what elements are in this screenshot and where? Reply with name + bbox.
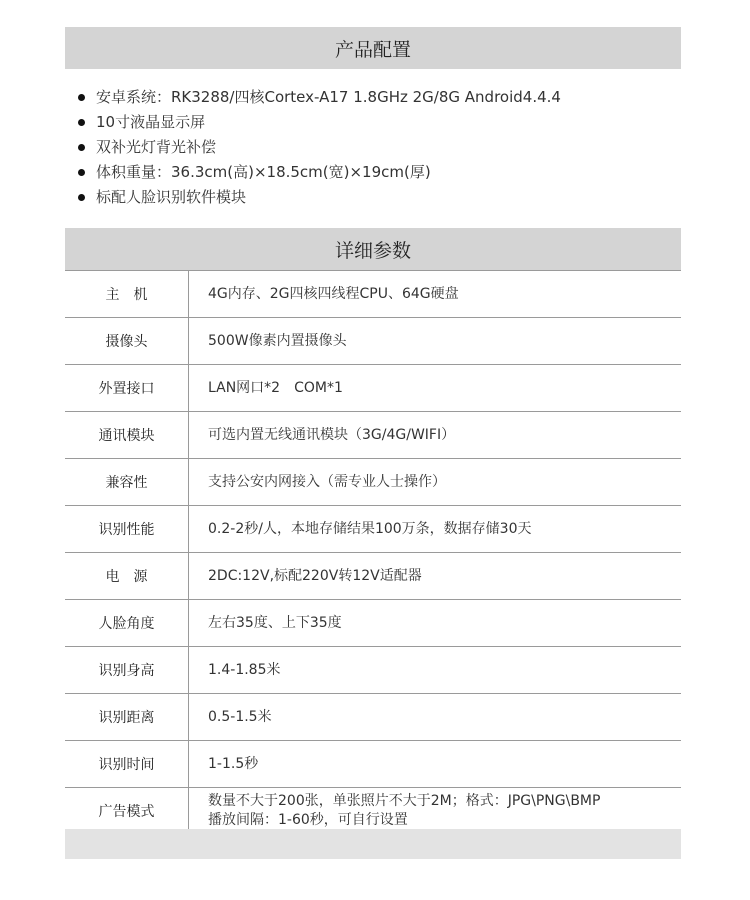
- list-item: [78, 185, 561, 210]
- spec-value-text: 0.2-2秒/人，本地存储结果100万条，数据存储30天: [208, 520, 532, 537]
- spec-key: 摄像头: [65, 318, 189, 364]
- detail-section-header: [65, 228, 681, 270]
- table-row: [65, 459, 681, 506]
- spec-value-text: 2DC:12V,标配220V转12V适配器: [208, 567, 422, 584]
- spec-key: 识别身高: [65, 647, 189, 693]
- spec-value: [189, 318, 681, 364]
- bullet-icon: [78, 119, 85, 126]
- spec-value: [189, 647, 681, 693]
- table-row: [65, 741, 681, 788]
- spec-value-text: 可选内置无线通讯模块（3G/4G/WIFI）: [208, 426, 456, 443]
- spec-value: [189, 271, 681, 317]
- spec-key: 广告模式: [65, 788, 189, 834]
- list-item: [78, 135, 561, 160]
- table-row: [65, 553, 681, 600]
- table-row: [65, 600, 681, 647]
- bullet-icon: [78, 169, 85, 176]
- spec-key: 电 源: [65, 553, 189, 599]
- config-section-header: [65, 27, 681, 69]
- spec-value: [189, 412, 681, 458]
- spec-value-text: 1-1.5秒: [208, 755, 259, 772]
- spec-value-text-line2: 播放间隔：1-60秒，可自行设置: [208, 812, 408, 828]
- spec-value: [189, 788, 681, 834]
- spec-value-text: 0.5-1.5米: [208, 708, 272, 725]
- feature-text: 安卓系统：RK3288/四核Cortex-A17 1.8GHz 2G/8G Android4.4.4: [96, 88, 561, 106]
- list-item: [78, 85, 561, 110]
- spec-value: [189, 741, 681, 787]
- table-row: [65, 318, 681, 365]
- spec-value-text: 数量不大于200张，单张照片不大于2M；格式：JPG\PNG\BMP: [208, 793, 601, 809]
- feature-text: 标配人脸识别软件模块: [96, 188, 247, 206]
- table-row: [65, 647, 681, 694]
- config-section-title: 产品配置: [334, 38, 411, 61]
- spec-key: 识别性能: [65, 506, 189, 552]
- bullet-icon: [78, 194, 85, 201]
- spec-value-text: LAN网口*2 COM*1: [208, 379, 343, 396]
- spec-value: [189, 506, 681, 552]
- spec-value-text: 1.4-1.85米: [208, 661, 281, 678]
- spec-value-text: 支持公安内网接入（需专业人士操作）: [208, 473, 446, 490]
- spec-value-text: 左右35度、上下35度: [208, 614, 342, 631]
- spec-key: 识别距离: [65, 694, 189, 740]
- spec-value: [189, 365, 681, 411]
- bullet-icon: [78, 94, 85, 101]
- detail-section-title: 详细参数: [334, 239, 411, 262]
- spec-key: 主 机: [65, 271, 189, 317]
- feature-text: 双补光灯背光补偿: [96, 138, 217, 156]
- spec-key: 人脸角度: [65, 600, 189, 646]
- list-item: [78, 160, 561, 185]
- list-item: [78, 110, 561, 135]
- spec-value-text: 500W像素内置摄像头: [208, 332, 347, 349]
- spec-value: [189, 694, 681, 740]
- feature-text: 体积重量：36.3cm(高)×18.5cm(宽)×19cm(厚): [96, 163, 431, 181]
- spec-table: [65, 270, 681, 835]
- spec-value-text: 4G内存、2G四核四线程CPU、64G硬盘: [208, 285, 459, 302]
- table-row: [65, 506, 681, 553]
- spec-value: [189, 459, 681, 505]
- spec-key: 通讯模块: [65, 412, 189, 458]
- spec-key: 识别时间: [65, 741, 189, 787]
- bullet-icon: [78, 144, 85, 151]
- table-row: [65, 271, 681, 318]
- feature-list: [78, 85, 561, 210]
- feature-text: 10寸液晶显示屏: [96, 113, 206, 131]
- table-row: [65, 694, 681, 741]
- table-row: [65, 788, 681, 835]
- spec-key: 兼容性: [65, 459, 189, 505]
- footer-band: [65, 829, 681, 859]
- table-row: [65, 365, 681, 412]
- table-row: [65, 412, 681, 459]
- spec-key: 外置接口: [65, 365, 189, 411]
- spec-value: [189, 553, 681, 599]
- spec-value: [189, 600, 681, 646]
